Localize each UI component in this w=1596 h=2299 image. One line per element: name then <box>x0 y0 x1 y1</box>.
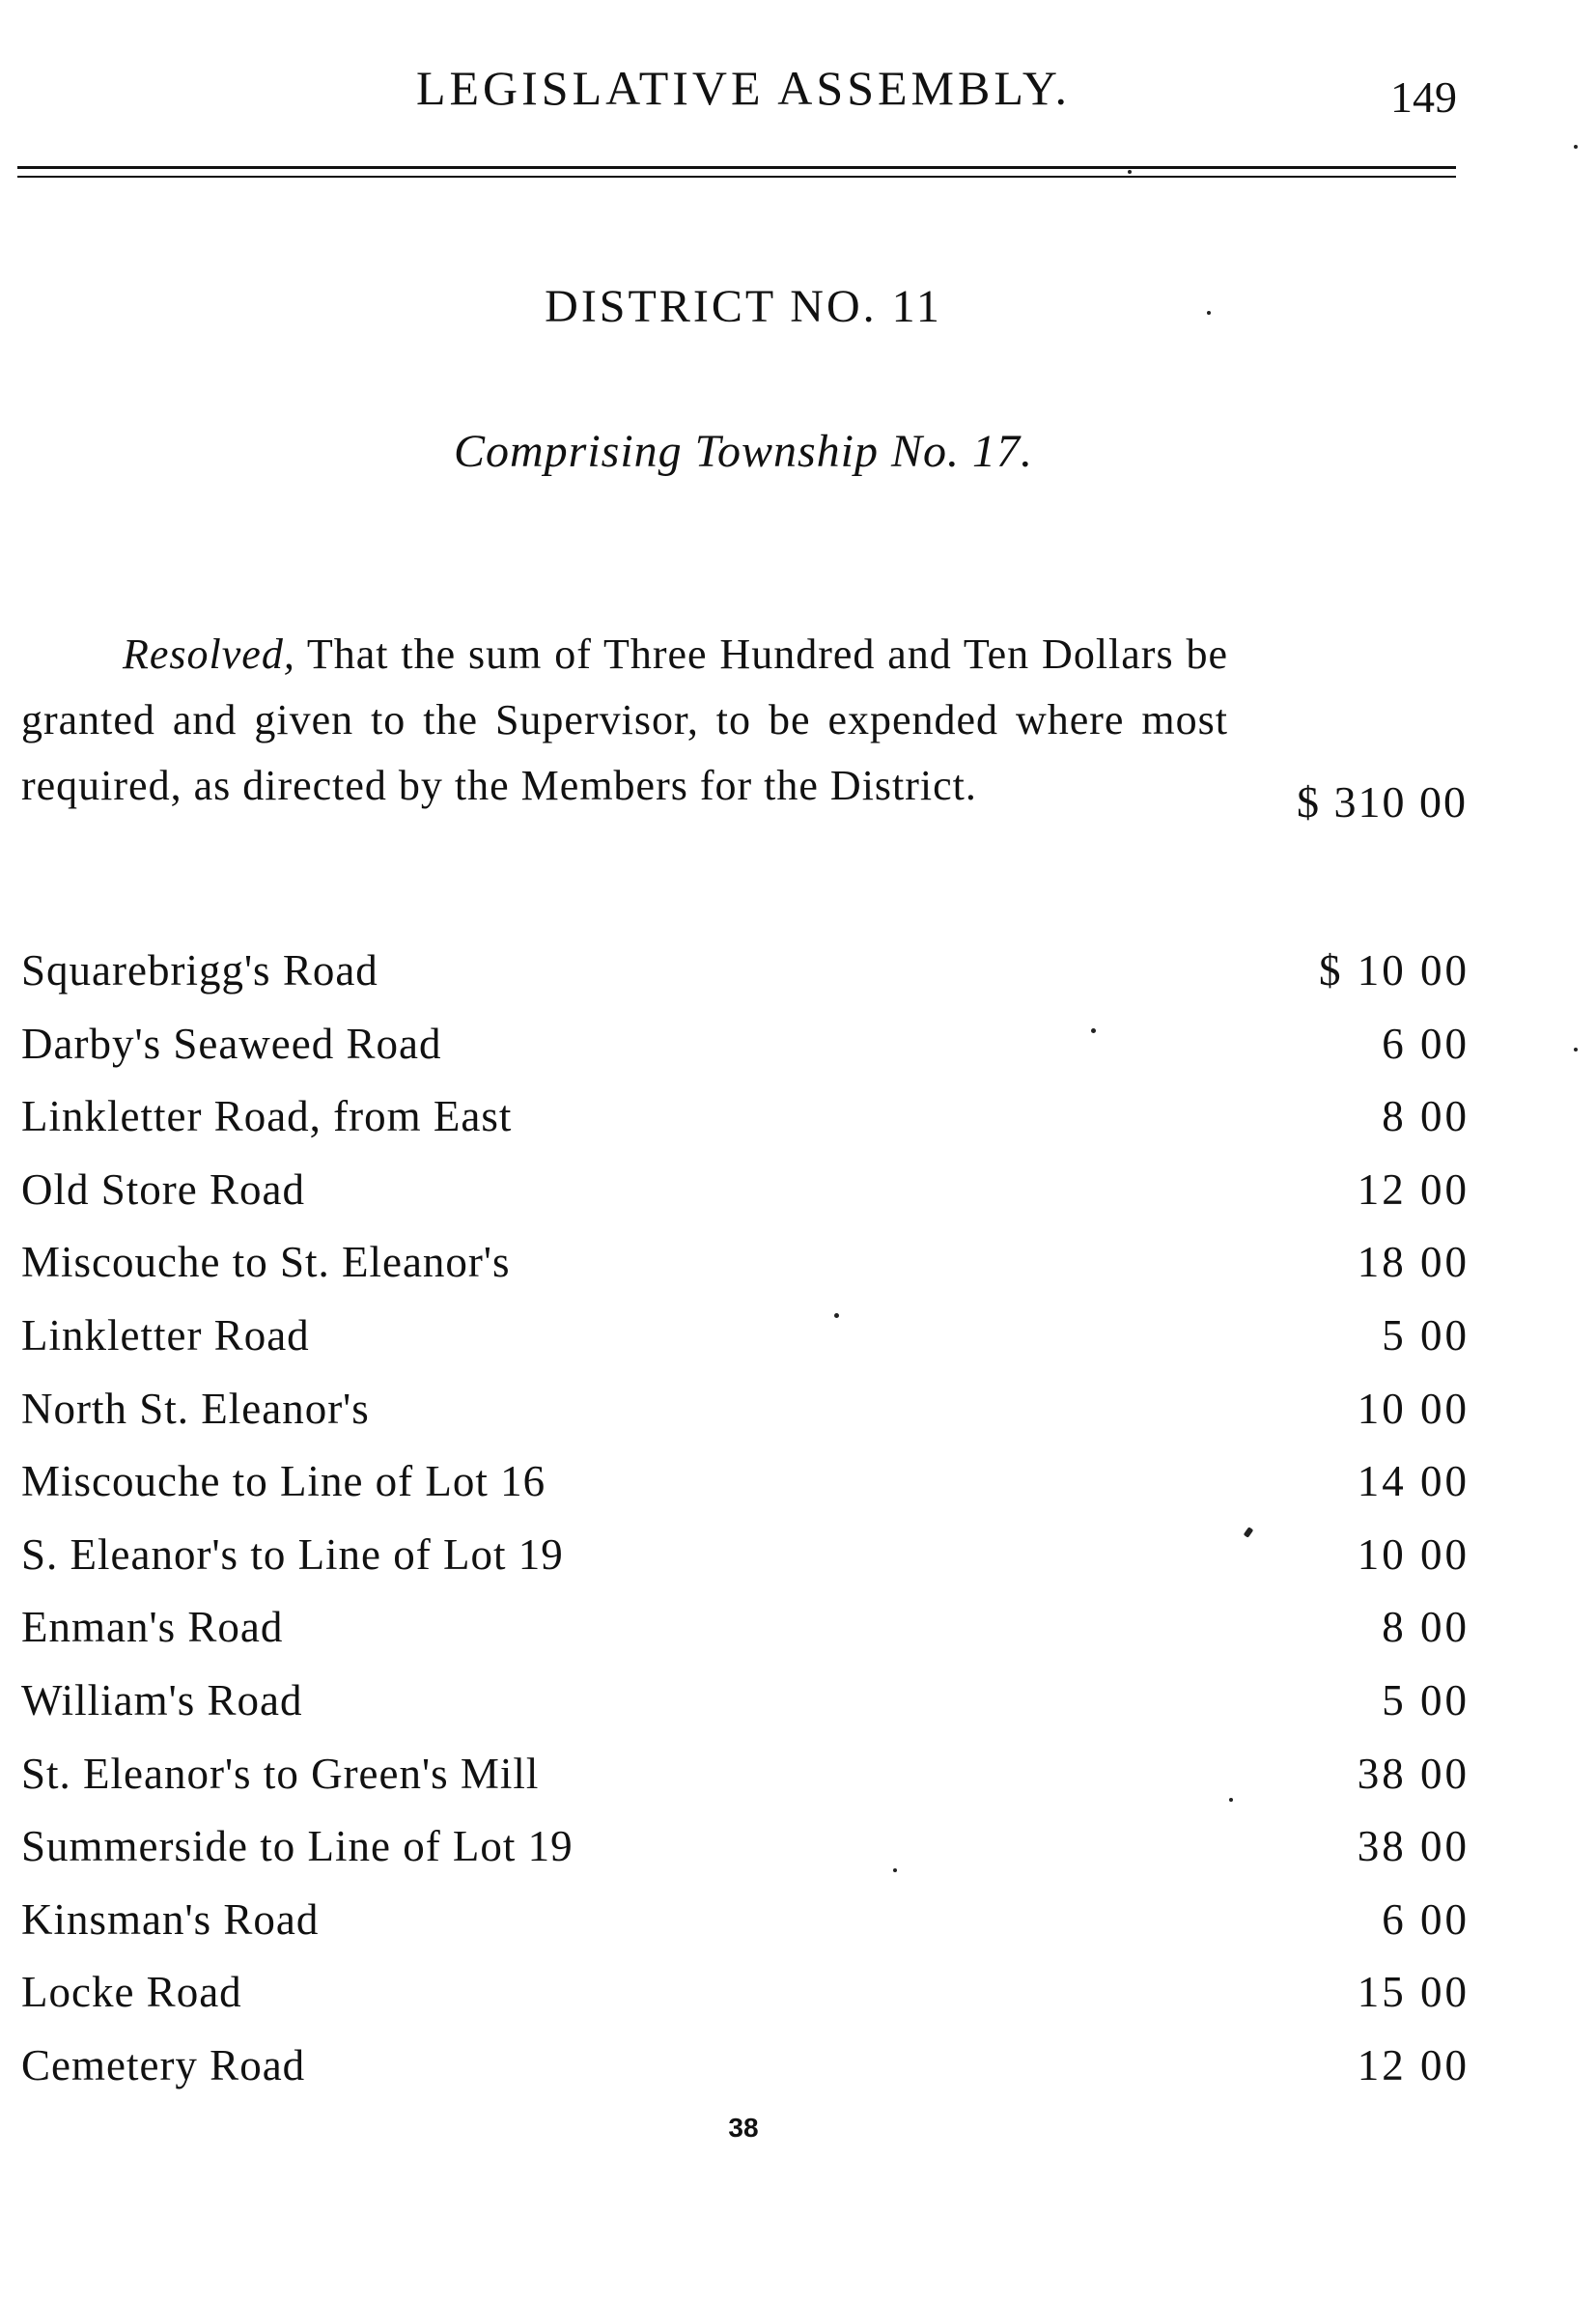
road-row <box>21 1526 1470 1599</box>
resolution-amount: $ 310 00 <box>1297 777 1468 827</box>
road-name: S. Eleanor's to Line of Lot 19 <box>21 1529 564 1579</box>
road-row <box>21 1161 1470 1234</box>
district-subtitle: Comprising Township No. 17. <box>453 426 1034 477</box>
road-name: Miscouche to St. Eleanor's <box>21 1238 511 1287</box>
road-row <box>21 1671 1470 1745</box>
road-name: Squarebrigg's Road <box>21 946 378 995</box>
road-name: Cemetery Road <box>21 2040 306 2089</box>
print-speck <box>893 1868 897 1872</box>
road-row <box>21 1233 1470 1306</box>
road-row <box>21 1452 1470 1526</box>
road-amount: 18 00 <box>1357 1238 1470 1287</box>
resolution-paragraph <box>21 622 1228 819</box>
print-speck <box>834 1313 839 1318</box>
road-row <box>21 1380 1470 1453</box>
road-amount: 10 00 <box>1357 1384 1470 1433</box>
print-speck <box>1574 145 1578 149</box>
road-row <box>21 1745 1470 1818</box>
road-row <box>21 1817 1470 1891</box>
road-name: Enman's Road <box>21 1603 284 1652</box>
road-row <box>21 1087 1470 1161</box>
road-amount: 12 00 <box>1357 1164 1470 1214</box>
resolution-lead: Resolved, <box>123 631 295 678</box>
resolution-text: That the sum of Three Hundred and Ten Dollars be granted and given to the Supervisor, to be expended where most required, as directed by the Members for the District. <box>21 631 1228 809</box>
header-rule-secondary <box>17 176 1456 178</box>
running-head-title: LEGISLATIVE ASSEMBLY. <box>415 61 1072 115</box>
road-amount: 6 00 <box>1382 1894 1470 1944</box>
road-name: Summerside to Line of Lot 19 <box>21 1822 574 1871</box>
road-amount: 8 00 <box>1382 1092 1470 1141</box>
road-amount: 38 00 <box>1357 1822 1470 1871</box>
road-amount: 5 00 <box>1382 1675 1470 1724</box>
print-speck <box>1574 1048 1578 1051</box>
road-name: Darby's Seaweed Road <box>21 1019 442 1068</box>
page-number: 149 <box>1390 72 1457 122</box>
road-amount: 5 00 <box>1382 1310 1470 1360</box>
road-row <box>21 1306 1470 1380</box>
header-rule <box>17 166 1456 169</box>
road-row <box>21 1963 1470 2036</box>
road-name: North St. Eleanor's <box>21 1384 370 1433</box>
road-amount: $ 10 00 <box>1319 946 1470 995</box>
district-title: DISTRICT NO. 11 <box>545 281 942 332</box>
road-amount: 14 00 <box>1357 1457 1470 1506</box>
road-name: Miscouche to Line of Lot 16 <box>21 1457 546 1506</box>
road-name: William's Road <box>21 1675 303 1724</box>
road-amount: 12 00 <box>1357 2040 1470 2089</box>
signature-mark: 38 <box>728 2113 759 2143</box>
road-appropriation-list <box>21 941 1470 2110</box>
road-name: Kinsman's Road <box>21 1894 320 1944</box>
print-speck <box>1091 1028 1096 1033</box>
road-row <box>21 1598 1470 1671</box>
road-name: Linkletter Road <box>21 1310 310 1360</box>
road-name: Old Store Road <box>21 1164 305 1214</box>
road-amount: 8 00 <box>1382 1603 1470 1652</box>
road-name: Linkletter Road, from East <box>21 1092 513 1141</box>
print-speck <box>1128 170 1132 174</box>
road-amount: 38 00 <box>1357 1749 1470 1798</box>
road-name: Locke Road <box>21 1968 242 2017</box>
road-row <box>21 1015 1470 1088</box>
road-row <box>21 2036 1470 2110</box>
print-speck <box>1229 1798 1233 1802</box>
road-name: St. Eleanor's to Green's Mill <box>21 1749 540 1798</box>
road-amount: 10 00 <box>1357 1529 1470 1579</box>
road-row <box>21 1891 1470 1964</box>
print-speck <box>1207 311 1211 315</box>
road-amount: 6 00 <box>1382 1019 1470 1068</box>
road-row <box>21 941 1470 1015</box>
road-amount: 15 00 <box>1357 1968 1470 2017</box>
